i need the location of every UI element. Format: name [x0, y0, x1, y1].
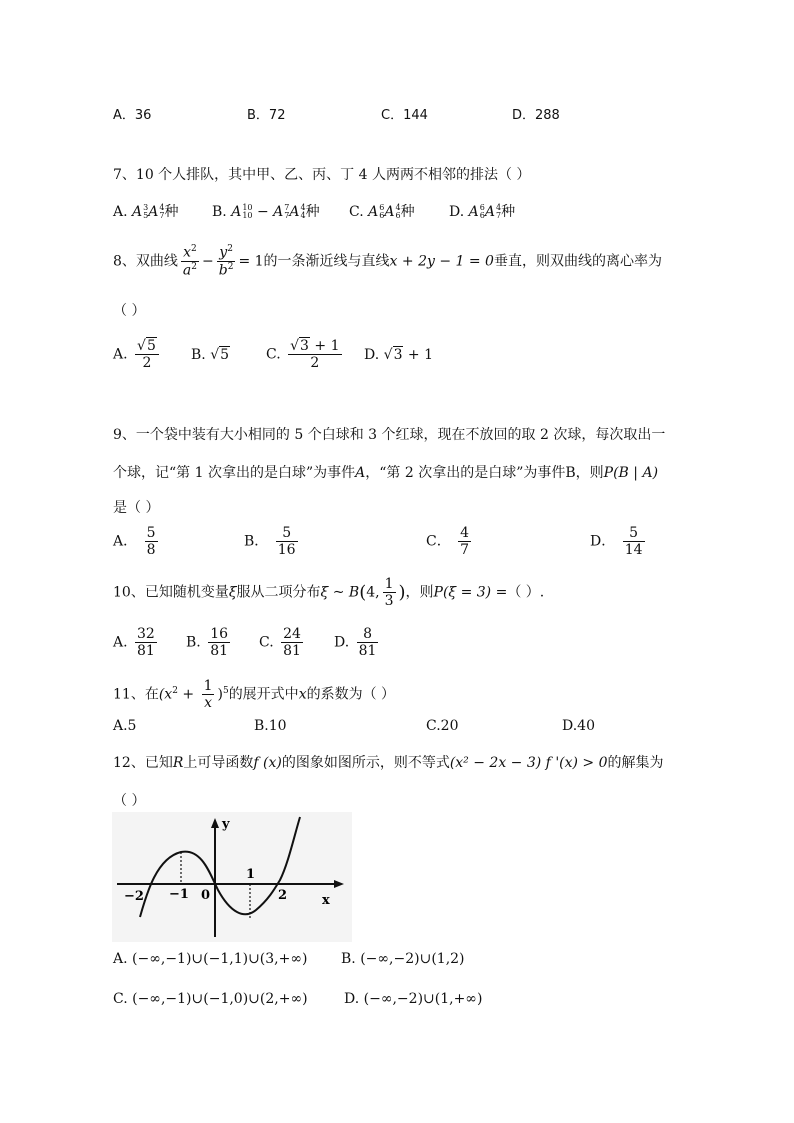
- q7-label-b: B.: [212, 204, 227, 220]
- q6-option-c: C．144: [381, 108, 428, 123]
- q9-prob: P(B | A): [603, 465, 659, 481]
- q12-option-d: D. (−∞,−2)∪(1,+∞): [344, 991, 483, 1007]
- q10-frac-b-den: 81: [210, 643, 229, 660]
- q10-option-d: [334, 626, 381, 659]
- q11-option-a: A.5: [113, 718, 137, 734]
- q7-suffix-a: 种: [164, 204, 179, 220]
- q10-n: 4,: [366, 584, 380, 601]
- q9-option-d: [590, 525, 648, 558]
- q8-stem: 8、双曲线 $\frac{x^2}{a^2}$ − $\frac{y^2}{b^2}$ = 1的一条渐近线与直线x + 2y − 1 = 0垂直，则双曲线的离心率为: [113, 244, 662, 279]
- q12-mid2: 的图象如图所示，则不等式: [281, 755, 450, 771]
- q10-prob: P(ξ = 3) =: [433, 584, 508, 601]
- q11-stem: 11、在($x^2$ + $\frac{1}{x}$ )$^5$的展开式中x的系数为（ ）: [113, 678, 396, 712]
- q7-option-b: B. A 10 10 − A 7 7 A 4 4 种: [212, 203, 320, 220]
- q11-option-d: D.40: [562, 718, 595, 734]
- q9-label-c: C．: [426, 533, 451, 550]
- q9-frac-b-den: 16: [277, 542, 296, 559]
- q8-line-eq: x + 2y − 1 = 0: [389, 253, 494, 270]
- q12-option-a: A. (−∞,−1)∪(−1,1)∪(3,+∞): [113, 951, 308, 967]
- q11-expr-c: ): [217, 686, 223, 703]
- q6-option-a: A．36: [113, 108, 152, 123]
- q10-label-d: D.: [334, 634, 350, 651]
- q10-label-a: A.: [113, 634, 128, 651]
- q9-frac-b-num: 5: [276, 525, 298, 542]
- q9-frac-d-num: 5: [623, 525, 645, 542]
- q9-frac-a-num: 5: [146, 525, 156, 541]
- q8-prefix: 8、双曲线: [113, 253, 178, 270]
- q8-option-b: B. √5: [191, 347, 230, 363]
- q10-p-num: 1: [384, 576, 394, 592]
- q10-option-a: [113, 626, 160, 659]
- q8-option-c: C. $\frac{√3 + 1}{2}$: [266, 338, 340, 372]
- graph-label-x: x: [322, 893, 330, 908]
- q11-option-b: B.10: [254, 718, 287, 734]
- q10-frac-d-den: 81: [358, 643, 377, 660]
- q8-label-a: A.: [113, 346, 128, 363]
- q10-paren: （ ）.: [507, 584, 545, 601]
- q9-line1: 9、一个袋中装有大小相同的 5 个白球和 3 个红球，现在不放回的取 2 次球，每次取出一: [113, 427, 666, 443]
- q11-option-c: C.20: [426, 718, 459, 734]
- q9-option-c: [426, 525, 474, 558]
- q8-paren: （ ）: [113, 303, 146, 319]
- q9-line2-b: ，“第 2 次拿出的是白球”为事件B，则: [365, 465, 604, 481]
- q7-suffix-c: 种: [400, 204, 415, 220]
- q12-paren: （ ）: [113, 793, 146, 809]
- q8-frac-y: $\frac{y^2}{b^2}$: [218, 244, 234, 279]
- q6-option-d: D．288: [512, 108, 560, 123]
- q10-frac-c-den: 81: [283, 643, 301, 660]
- q12-prefix: 12、已知: [113, 755, 173, 771]
- q9-line2: [113, 462, 658, 482]
- q10-p-den: 3: [384, 593, 394, 610]
- q11-mid: 的展开式中: [228, 686, 299, 703]
- q9-option-b: [244, 525, 301, 558]
- q10-option-c: [259, 626, 306, 659]
- q10-dist: ξ ~ B: [320, 584, 360, 601]
- q12-stem: [113, 752, 664, 772]
- q7-option-c: C. A 6 6 A 4 6 种: [349, 203, 415, 220]
- q12-R: R: [172, 755, 184, 771]
- q10-stem: 10、已知随机变量ξ服从二项分布ξ ~ B(4, $\frac{1}{3}$ )，则P(ξ = 3) =（ ）.: [113, 576, 545, 610]
- graph-label-zero: 0: [201, 888, 211, 903]
- q10-prefix: 10、已知随机变量: [113, 584, 229, 601]
- q12-graph: [112, 812, 352, 942]
- q8-label-c: C.: [266, 346, 281, 363]
- q10-label-c: C.: [259, 634, 274, 651]
- q6-option-b: B．72: [247, 108, 286, 123]
- q7-stem: 7、10 个人排队，其中甲、乙、丙、丁 4 人两两不相邻的排法（ ）: [113, 167, 531, 183]
- q10-frac-d-num: 8: [357, 626, 379, 643]
- q12-mid: 上可导函数: [183, 755, 254, 771]
- q8-middle: 的一条渐近线与直线: [263, 253, 390, 270]
- q9-frac-c-den: 7: [460, 542, 470, 559]
- q9-label-d: D．: [590, 533, 616, 550]
- q9-label-a: A．: [113, 533, 138, 550]
- q7-suffix-b: 种: [305, 204, 320, 220]
- q9-line2-a: 个球，记“第 1 次拿出的是白球”为事件: [113, 465, 356, 481]
- q11-var: x: [298, 686, 307, 703]
- q12-fx: f (x): [253, 755, 282, 771]
- q8-label-d: D.: [364, 347, 380, 363]
- q7-label-a: A.: [113, 204, 128, 220]
- q10-frac-c-num: 24: [283, 626, 301, 642]
- q9-frac-c-num: 4: [460, 525, 470, 541]
- graph-label-one: 1: [246, 867, 256, 882]
- q7-label-d: D.: [449, 204, 465, 220]
- q10-frac-a-num: 32: [137, 626, 155, 642]
- q7-label-c: C.: [349, 204, 364, 220]
- q8-label-b: B.: [191, 347, 206, 363]
- graph-background: [112, 812, 352, 942]
- q11-expr-b: +: [177, 686, 199, 703]
- q9-option-a: [113, 525, 161, 558]
- q10-then: ，则: [405, 584, 434, 601]
- q8-option-d: D. √3 + 1: [364, 347, 434, 363]
- q9-frac-a-den: 8: [146, 542, 156, 559]
- q8-suffix: 垂直，则双曲线的离心率为: [493, 253, 662, 270]
- q8-frac-x: $\frac{x^2}{a^2}$: [182, 244, 198, 279]
- q12-ineq: (x² − 2x − 3) f '(x) > 0: [449, 755, 608, 771]
- q10-xi: ξ: [228, 584, 237, 601]
- q10-label-b: B.: [186, 634, 201, 651]
- q10-mid: 服从二项分布: [236, 584, 321, 601]
- q11-suffix: 的系数为（ ）: [306, 686, 396, 703]
- q11-expr-a: (x: [158, 686, 173, 703]
- q12-suffix: 的解集为: [607, 755, 664, 771]
- graph-label-y: y: [222, 817, 230, 832]
- q10-frac-b-num: 16: [210, 626, 229, 642]
- q7-suffix-d: 种: [501, 204, 516, 220]
- q10-frac-a-den: 81: [137, 643, 155, 660]
- q9-label-b: B．: [244, 533, 269, 550]
- q12-option-b: B. (−∞,−2)∪(1,2): [341, 951, 465, 967]
- q9-frac-d-den: 14: [624, 542, 643, 559]
- q10-option-b: [186, 626, 233, 659]
- q9-event-a: A: [355, 465, 366, 481]
- q7-option-d: D. A 6 6 A 4 7 种: [449, 203, 516, 220]
- q11-prefix: 11、在: [113, 686, 159, 703]
- q9-line3: 是（ ）: [113, 500, 160, 516]
- q8-option-a: A. $\frac{√5}{2}$: [113, 338, 162, 371]
- graph-label-minus2: −2: [124, 889, 144, 904]
- graph-label-two: 2: [278, 888, 288, 903]
- q11-power: 5: [222, 685, 229, 696]
- q12-option-c: C. (−∞,−1)∪(−1,0)∪(2,+∞): [113, 991, 308, 1007]
- graph-label-minus1: −1: [169, 887, 189, 902]
- q7-option-a: A. A 3 5 A 4 7 种: [113, 203, 179, 220]
